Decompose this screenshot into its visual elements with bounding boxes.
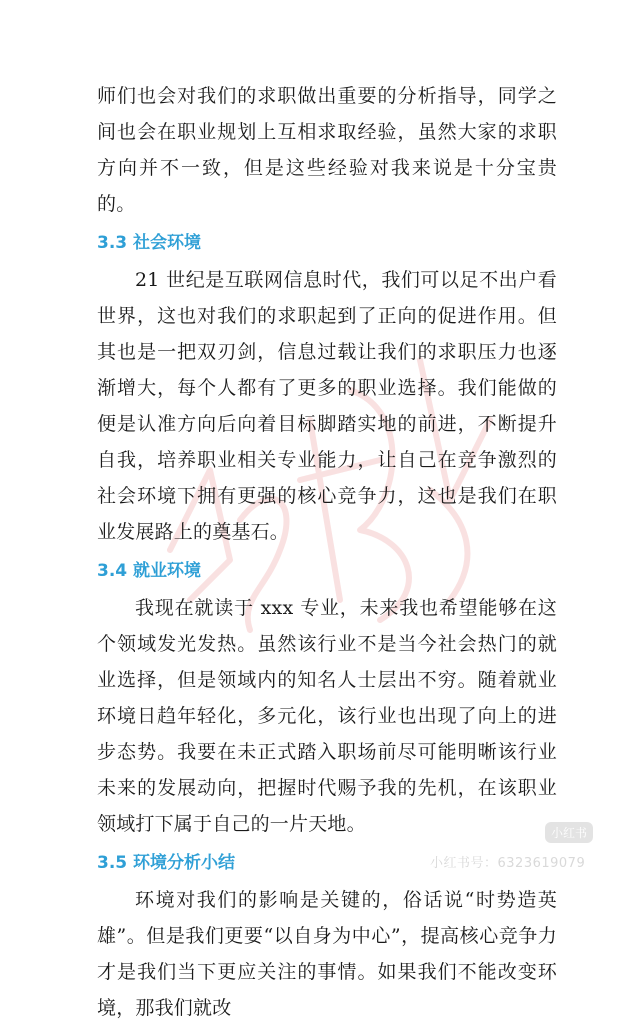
- section-heading-summary: 3.5 环境分析小结: [97, 853, 236, 873]
- section-heading-social: 3.3 社会环境: [97, 233, 202, 253]
- intro-paragraph: 师们也会对我们的求职做出重要的分析指导，同学之间也会在职业规划上互相求取经验，虽然大家的求职方向并不一致，但是这些经验对我来说是十分宝贵的。: [97, 85, 557, 215]
- section-body-social: 21 世纪是互联网信息时代，我们可以足不出户看世界，这也对我们的求职起到了正向的促进作用。但其也是一把双刃剑，信息过载让我们的求职压力也逐渐增大，每个人都有了更多的职业选择。我们能做的便是认准方向后向着目标脚踏实地的前进，不断提升自我，培养职业相关专业能力，让自己在竞争激烈的社会环境下拥有更强的核心竞争力，这也是我们在职业发展路上的奠基石。: [97, 269, 557, 543]
- account-id-watermark: 小红书号：6323619079: [430, 856, 586, 871]
- section-body-employment: 我现在就读于 xxx 专业，未来我也希望能够在这个领域发光发热。虽然该行业不是当今社会热门的就业选择，但是领域内的知名人士层出不穷。随着就业环境日趋年轻化，多元化，该行业也出现了向上的进步态势。我要在未正式踏入职场前尽可能明晰该行业未来的发展动向，把握时代赐予我的先机，在该职业领域打下属于自己的一片天地。: [97, 597, 557, 835]
- xiaohongshu-logo: 小红书: [545, 822, 593, 843]
- section-heading-employment: 3.4 就业环境: [97, 561, 202, 581]
- document-body: [97, 78, 557, 1026]
- section-body-summary: 环境对我们的影响是关键的，俗话说“时势造英雄”。但是我们更要“以自身为中心”，提高核心竞争力才是我们当下更应关注的事情。如果我们不能改变环境，那我们就改: [97, 889, 557, 1019]
